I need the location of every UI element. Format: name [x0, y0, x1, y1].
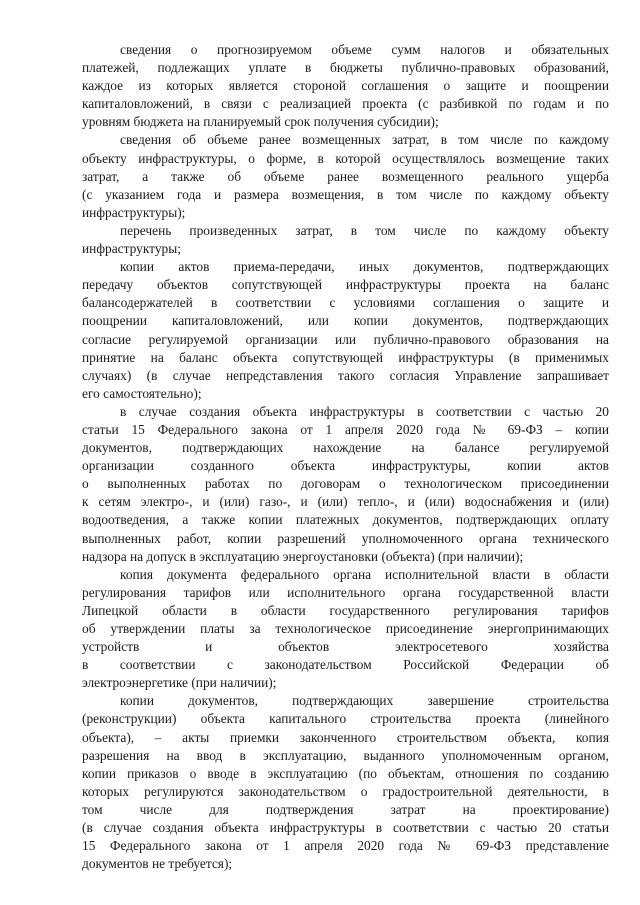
- text-line: копии актов приема-передачи, иных документов, подтверждающих: [120, 259, 609, 275]
- text-line: к сетям электро-, и (или) газо-, и (или) тепло-, и (или) водоснабжения и (или): [82, 494, 609, 510]
- paragraph: [82, 131, 609, 221]
- text-line: которых регулируются законодательством о градостроительной деятельности, в: [82, 783, 609, 799]
- text-line: копия документа федерального органа исполнительной власти в области: [120, 566, 609, 582]
- document-body: [82, 41, 609, 873]
- text-line: 15 Федерального закона от 1 апреля 2020 года № 69-ФЗ представление: [82, 838, 609, 854]
- text-line: балансодержателей в соответствии с условиями соглашения о защите и: [82, 295, 609, 311]
- text-line: документов не требуется);: [82, 856, 233, 872]
- text-line: электроэнергетике (при наличии);: [82, 675, 277, 691]
- text-line: статьи 15 Федерального закона от 1 апреля 2020 года № 69-ФЗ – копии: [82, 421, 609, 437]
- text-line: (в случае создания объекта инфраструктуры в соответствии с частью 20 статьи: [82, 820, 609, 836]
- text-line: организации созданного объекта инфраструктуры, копии актов: [82, 458, 609, 474]
- text-line: уровням бюджета на планируемый срок получения субсидии);: [82, 114, 439, 130]
- text-line: объекта), – акты приемки законченного строительством объекта, копия: [82, 729, 609, 745]
- paragraph: [82, 692, 609, 873]
- text-line: копии приказов о вводе в эксплуатацию (по объектам, отношения по созданию: [82, 765, 609, 781]
- text-line: поощрении капиталовложений, или копии документов, подтверждающих: [82, 313, 609, 329]
- text-line: выполненных работ, копии разрешений уполномоченного органа технического: [82, 530, 609, 546]
- text-line: объекту инфраструктуры, о форме, в которой осуществлялось возмещение таких: [82, 150, 609, 166]
- text-line: том числе для подтверждения затрат на проектирование): [82, 801, 609, 817]
- text-line: инфраструктуры);: [82, 204, 186, 220]
- text-line: о выполненных работах по договорам о технологическом присоединении: [82, 476, 609, 492]
- text-line: в соответствии с законодательством Российской Федерации об: [82, 657, 609, 673]
- text-line: сведения об объеме ранее возмещенных затрат, в том числе по каждому: [120, 132, 609, 148]
- text-line: документов, подтверждающих нахождение на балансе регулируемой: [82, 440, 609, 456]
- text-line: копии документов, подтверждающих завершение строительства: [120, 693, 609, 709]
- text-line: (реконструкции) объекта капитального строительства проекта (линейного: [82, 711, 609, 727]
- text-line: регулирования тарифов или исполнительного органа государственной власти: [82, 584, 609, 600]
- text-line: об утверждении платы за технологическое присоединение энергопринимающих: [82, 621, 609, 636]
- text-line: передачу объектов сопутствующей инфраструктуры проекта на баланс: [82, 277, 609, 293]
- text-line: согласие регулируемой организации или публично-правового образования на: [82, 331, 609, 347]
- paragraph: [82, 41, 609, 131]
- text-line: Липецкой области в области государственного регулирования тарифов: [82, 602, 609, 618]
- text-line: капиталовложений, в связи с реализацией проекта (с разбивкой по годам и по: [82, 96, 609, 112]
- text-line: надзора на допуск в эксплуатацию энергоустановки (объекта) (при наличии);: [82, 548, 524, 564]
- text-line: (с указанием года и размера возмещения, в том числе по каждому объекту: [82, 186, 609, 202]
- paragraph: [82, 258, 609, 403]
- text-line: платежей, подлежащих уплате в бюджеты публично-правовых образований,: [82, 60, 609, 76]
- paragraph: [82, 222, 609, 258]
- text-line: устройств и объектов электросетевого хозяйства: [82, 639, 609, 655]
- text-line: случаях) (в случае непредставления такого согласия Управление запрашивает: [82, 367, 609, 383]
- text-line: затрат, а также об объеме ранее возмещенного реального ущерба: [82, 168, 609, 184]
- text-line: инфраструктуры;: [82, 241, 181, 257]
- text-line: в случае создания объекта инфраструктуры в соответствии с частью 20: [120, 403, 609, 419]
- paragraph: [82, 403, 609, 566]
- text-line: разрешения на ввод в эксплуатацию, выданного уполномоченным органом,: [82, 747, 609, 763]
- paragraph: [82, 566, 609, 693]
- text-line: его самостоятельно);: [82, 385, 202, 401]
- text-line: принятие на баланс объекта сопутствующей инфраструктуры (в применимых: [82, 349, 609, 365]
- text-line: водоотведения, а также копии платежных документов, подтверждающих оплату: [82, 512, 609, 528]
- text-line: перечень произведенных затрат, в том числе по каждому объекту: [120, 222, 609, 238]
- text-line: каждое из которых является стороной соглашения о защите и поощрении: [82, 78, 609, 94]
- text-line: сведения о прогнозируемом объеме сумм налогов и обязательных: [120, 42, 609, 57]
